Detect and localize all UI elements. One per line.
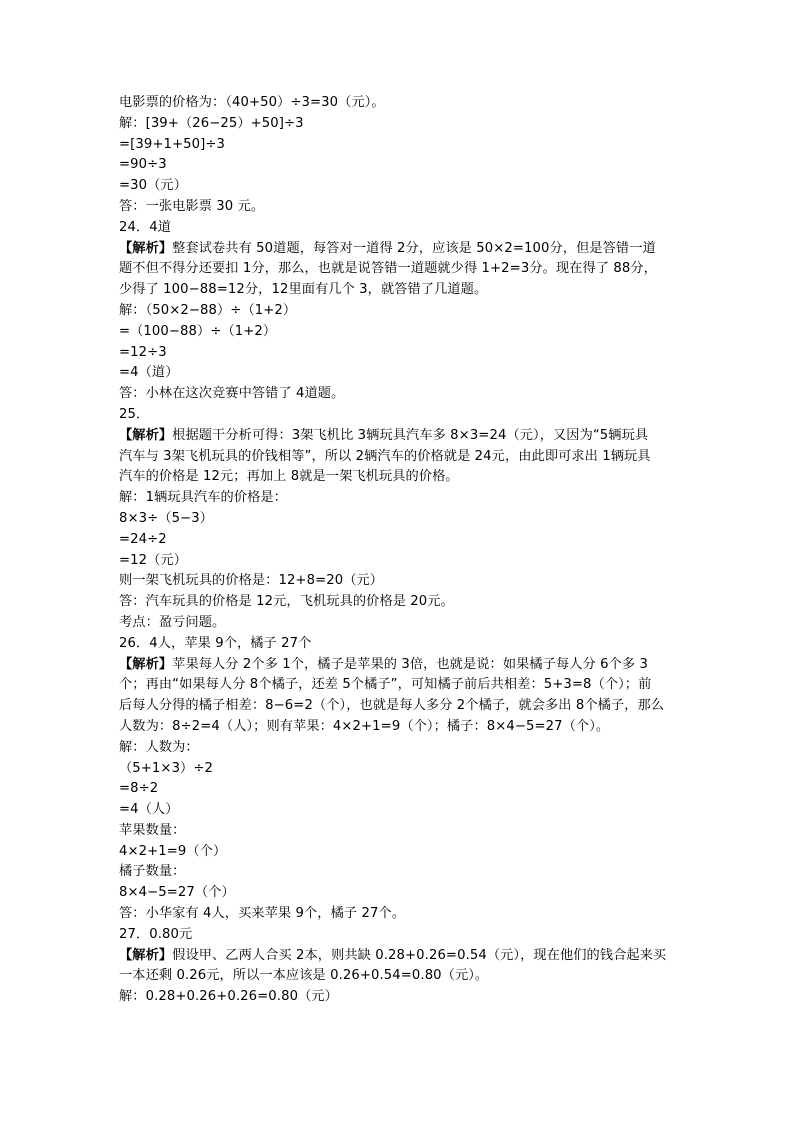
text-line: 27．0.80元 [119, 926, 193, 942]
text-line: （5+1×3）÷2 [119, 760, 213, 776]
text-line: =90÷3 [119, 157, 167, 173]
text-line: 解：[39+（26−25）+50]÷3 [119, 115, 304, 131]
analysis-marker: 【解析】 [119, 427, 173, 443]
text-line: 少得了 100−88=12分，12里面有几个 3，就答错了几道题。 [119, 282, 488, 298]
text-line: 【解析】假设甲、乙两人合买 2本，则共缺 0.28+0.26=0.54（元），现在他们的钱合起来买 [119, 947, 667, 963]
text-line: =[39+1+50]÷3 [119, 136, 226, 152]
text-line: 8×3÷（5−3） [119, 510, 213, 526]
text-line: 橘子数量： [119, 864, 186, 880]
text-line: 个；再由“如果每人分 8个橘子，还差 5个橘子”，可知橘子前后共相差：5+3=8（个）；前 [119, 677, 652, 693]
document-body [119, 93, 699, 1008]
text-line: =24÷2 [119, 531, 167, 547]
text-line: 答：汽车玩具的价格是 12元，飞机玩具的价格是 20元。 [119, 594, 454, 610]
analysis-marker: 【解析】 [119, 656, 173, 672]
text-line: 则一架飞机玩具的价格是：12+8=20（元） [119, 573, 384, 589]
text-line: 解：人数为： [119, 739, 199, 755]
analysis-marker: 【解析】 [119, 947, 173, 963]
text-line: =30（元） [119, 178, 187, 194]
text-line: 答：小林在这次竞赛中答错了 4道题。 [119, 386, 345, 402]
text-line: =8÷2 [119, 781, 159, 797]
text-line: 【解析】根据题干分析可得：3架飞机比 3辆玩具汽车多 8×3=24（元），又因为“5辆玩具 [119, 427, 649, 443]
text-line: 解：1辆玩具汽车的价格是： [119, 490, 287, 506]
text-line: 8×4−5=27（个） [119, 885, 235, 901]
text-line: =4（人） [119, 802, 179, 818]
text-line: =12（元） [119, 552, 187, 568]
text-line: 电影票的价格为：（40+50）÷3=30（元）。 [119, 95, 385, 110]
text-line: 考点：盈亏问题。 [119, 614, 226, 630]
text-line: =4（道） [119, 365, 179, 381]
text-line: 25． [119, 406, 150, 422]
text-line: 24．4道 [119, 219, 172, 235]
text-line: 题不但不得分还要扣 1分，那么，也就是说答错一道题就少得 1+2=3分。现在得了 88分， [119, 261, 657, 277]
text-line: 26．4人，苹果 9个，橘子 27个 [119, 635, 312, 651]
text-line: 汽车与 3架飞机玩具的价钱相等”，所以 2辆汽车的价格就是 24元，由此即可求出 1辆玩具 [119, 448, 651, 464]
text-line: 4×2+1=9（个） [119, 843, 227, 859]
analysis-marker: 【解析】 [119, 240, 173, 256]
text-line: 答：小华家有 4人，买来苹果 9个，橘子 27个。 [119, 906, 406, 922]
text-line: 解：0.28+0.26+0.26=0.80（元） [119, 989, 338, 1005]
text-line: 人数为：8÷2=4（人）；则有苹果：4×2+1=9（个）；橘子：8×4−5=27（个）。 [119, 718, 610, 734]
text-line: =12÷3 [119, 344, 167, 360]
text-line: 【解析】苹果每人分 2个多 1个，橘子是苹果的 3倍，也就是说：如果橘子每人分 6个多 3 [119, 656, 648, 672]
text-line: 答：一张电影票 30 元。 [119, 198, 265, 214]
text-line: 一本还剩 0.26元，所以一本应该是 0.26+0.54=0.80（元）。 [119, 968, 489, 984]
text-line: 解：（50×2−88）÷（1+2） [119, 302, 297, 318]
text-line: 后每人分得的橘子相差：8−6=2（个），也就是每人多分 2个橘子，就会多出 8个橘子，那么 [119, 698, 665, 714]
text-line: 汽车的价格是 12元；再加上 8就是一架飞机玩具的价格。 [119, 469, 459, 485]
text-line: 【解析】整套试卷共有 50道题，每答对一道得 2分，应该是 50×2=100分，但是答错一道 [119, 240, 656, 256]
text-line: 苹果数量： [119, 822, 186, 838]
text-line: =（100−88）÷（1+2） [119, 323, 277, 339]
